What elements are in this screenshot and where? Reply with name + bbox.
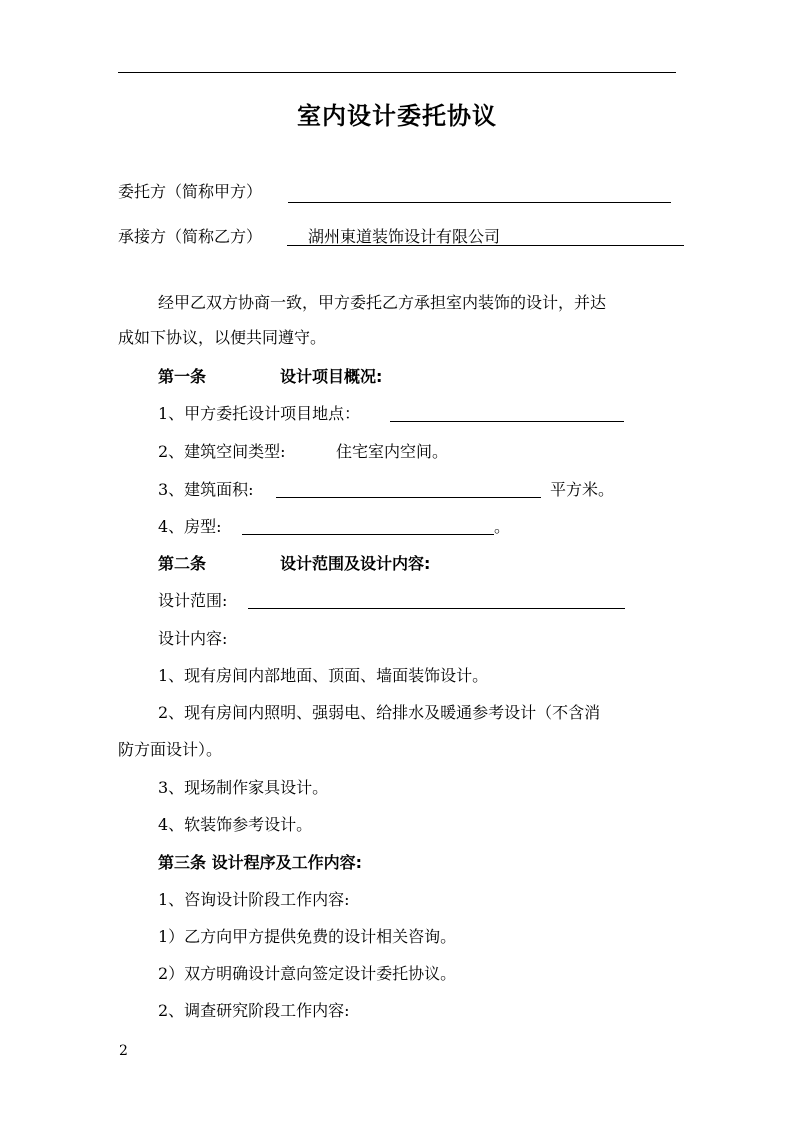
design-scope-blank [248,608,625,609]
area-blank [276,497,541,498]
article-3-item-2: 2、调查研究阶段工作内容: [158,1001,350,1020]
article-1-item-3-label: 3、建筑面积: [158,480,254,499]
party-b-label: 承接方（简称乙方） [118,227,263,246]
page-number: 2 [119,1043,128,1059]
party-b-blank [287,245,684,246]
article-3-sub-1: 1）乙方向甲方提供免费的设计相关咨询。 [158,927,457,946]
header-rule [118,72,676,73]
project-location-blank [390,421,624,422]
article-2-item-1: 1、现有房间内部地面、顶面、墙面装饰设计。 [158,666,489,685]
article-1-item-4-label: 4、房型: [158,517,222,536]
design-content-label: 设计内容: [158,629,228,648]
article-2-item-3: 3、现场制作家具设计。 [158,778,329,797]
party-b-name: 湖州東道装饰设计有限公司 [308,227,501,246]
article-1-heading: 第一条 [158,367,207,386]
intro-line-1: 经甲乙双方协商一致，甲方委托乙方承担室内装饰的设计，并达 [158,293,607,312]
intro-line-2: 成如下协议，以便共同遵守。 [118,328,327,347]
article-3-heading: 第三条 设计程序及工作内容: [158,853,362,872]
article-1-item-2-value: 住宅室内空间。 [336,442,449,461]
article-2-item-2-line-1: 2、现有房间内照明、强弱电、给排水及暖通参考设计（不含消 [158,703,601,722]
room-type-blank [242,534,494,535]
article-1-item-3-unit: 平方米。 [550,480,615,499]
party-a-blank [288,202,671,203]
article-2-title: 设计范围及设计内容: [280,554,431,573]
design-scope-label: 设计范围: [158,591,228,610]
article-2-item-2-line-2: 防方面设计）。 [118,740,223,759]
article-3-item-1: 1、咨询设计阶段工作内容: [158,890,350,909]
article-2-heading: 第二条 [158,554,207,573]
document-title: 室内设计委托协议 [297,102,497,130]
article-1-item-4-end: 。 [494,517,511,536]
article-3-sub-2: 2）双方明确设计意向签定设计委托协议。 [158,964,457,983]
party-a-label: 委托方（简称甲方） [118,182,263,201]
article-2-item-4: 4、软装饰参考设计。 [158,815,313,834]
article-1-item-2-label: 2、建筑空间类型: [158,442,286,461]
article-1-title: 设计项目概况: [280,367,383,386]
article-1-item-1: 1、甲方委托设计项目地点： [158,404,361,423]
